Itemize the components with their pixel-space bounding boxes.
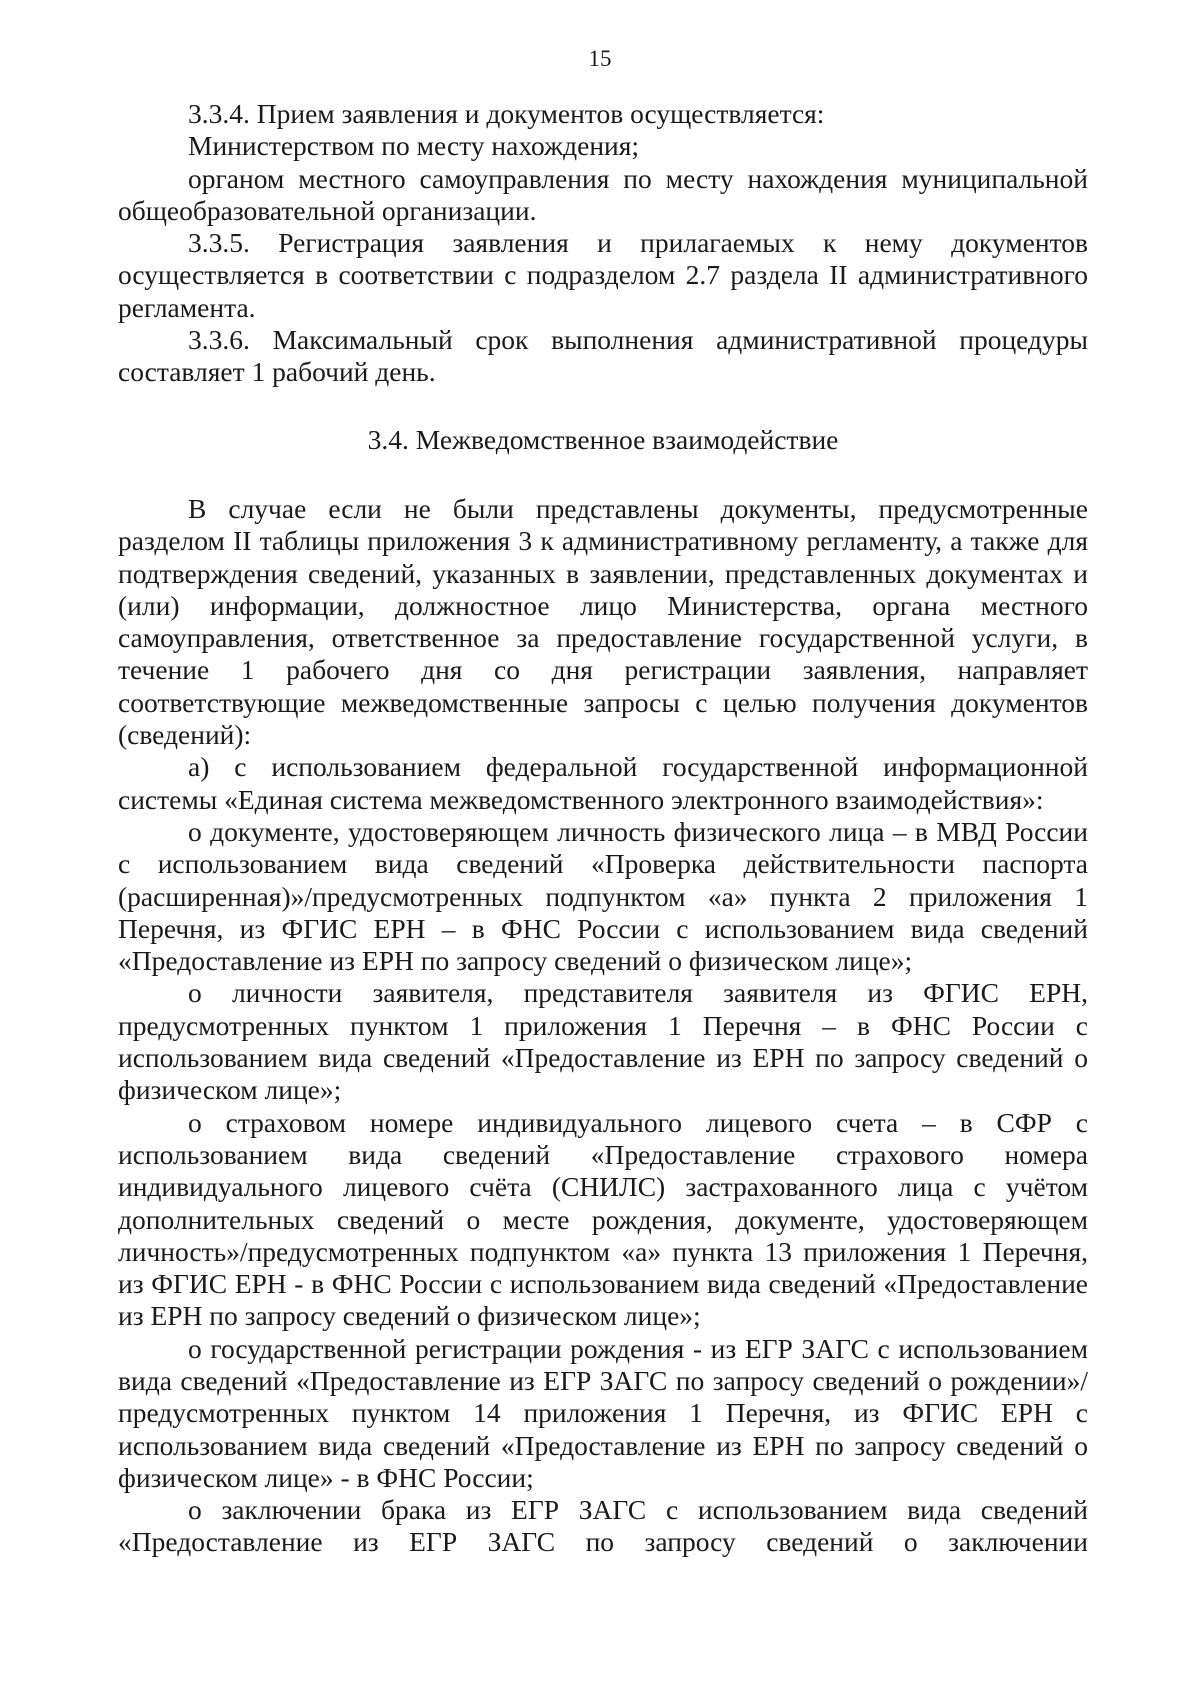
paragraph-identity-document: о документе, удостоверяющем личность физического лица – в МВД России с использованием вида сведений «Проверка действительности паспорта (расширенная)»/предусмотренных подпунктом «а» пункта 2 приложения 1 Перечня, из ФГИС ЕРН – в ФНС России с использованием вида сведений «Предоставление из ЕРН по запросу сведений о физическом лице»; xyxy=(118,815,1088,977)
body-text xyxy=(118,98,1088,1559)
paragraph-3-3-4: 3.3.4. Прием заявления и документов осуществляется: xyxy=(188,98,825,129)
page-number: 15 xyxy=(588,46,612,71)
paragraph-3-3-5: 3.3.5. Регистрация заявления и прилагаемых к нему документов осуществляется в соответствии с подразделом 2.7 раздела II административного регламента. xyxy=(118,227,1088,323)
paragraph-marriage: о заключении брака из ЕГР ЗАГС с использованием вида сведений «Предоставление из ЕГР ЗАГС по запросу сведений о заключении xyxy=(118,1494,1088,1558)
paragraph-snils: о страховом номере индивидуального лицевого счета – в СФР с использованием вида сведений «Предоставление страхового номера индивидуального лицевого счёта (СНИЛС) застрахованного лица с учётом дополнительных сведений о месте рождения, документе, удостоверяющем личность»/предусмотренных подпунктом «а» пункта 13 приложения 1 Перечня, из ФГИС ЕРН - в ФНС России с использованием вида сведений «Предоставление из ЕРН по запросу сведений о физическом лице»; xyxy=(118,1106,1088,1332)
paragraph-birth-registration: о государственной регистрации рождения - из ЕГР ЗАГС с использованием вида сведений «Предоставление из ЕГР ЗАГС по запросу сведений о рождении»/предусмотренных пунктом 14 приложения 1 Перечня, из ФГИС ЕРН с использованием вида сведений «Предоставление из ЕРН по запросу сведений о физическом лице» - в ФНС России; xyxy=(118,1332,1088,1493)
paragraph-interagency-intro: В случае если не были представлены документы, предусмотренные разделом II таблицы приложения 3 к административному регламенту, а также для подтверждения сведений, указанных в заявлении, представленных документах и (или) информации, должностное лицо Министерства, органа местного самоуправления, ответственное за предоставление государственной услуги, в течение 1 рабочего дня со дня регистрации заявления, направляет соответствующие межведомственные запросы с целью получения документов (сведений): xyxy=(118,492,1088,751)
paragraph-ministry: Министерством по месту нахождения; xyxy=(188,130,640,162)
paragraph-applicant-identity: о личности заявителя, представителя заявителя из ФГИС ЕРН, предусмотренных пунктом 1 приложения 1 Перечня – в ФНС России с использованием вида сведений «Предоставление из ЕРН по запросу сведений о физическом лице»; xyxy=(118,977,1088,1106)
paragraph-local-government: органом местного самоуправления по месту нахождения муниципальной общеобразовательной организации. xyxy=(118,162,1088,226)
section-heading: 3.4. Межведомственное взаимодействие xyxy=(367,423,839,455)
paragraph-item-a: а) с использованием федеральной государственной информационной системы «Единая система межведомственного электронного взаимодействия»: xyxy=(118,751,1088,815)
paragraph-3-3-6: 3.3.6. Максимальный срок выполнения административной процедуры составляет 1 рабочий день. xyxy=(118,324,1088,388)
